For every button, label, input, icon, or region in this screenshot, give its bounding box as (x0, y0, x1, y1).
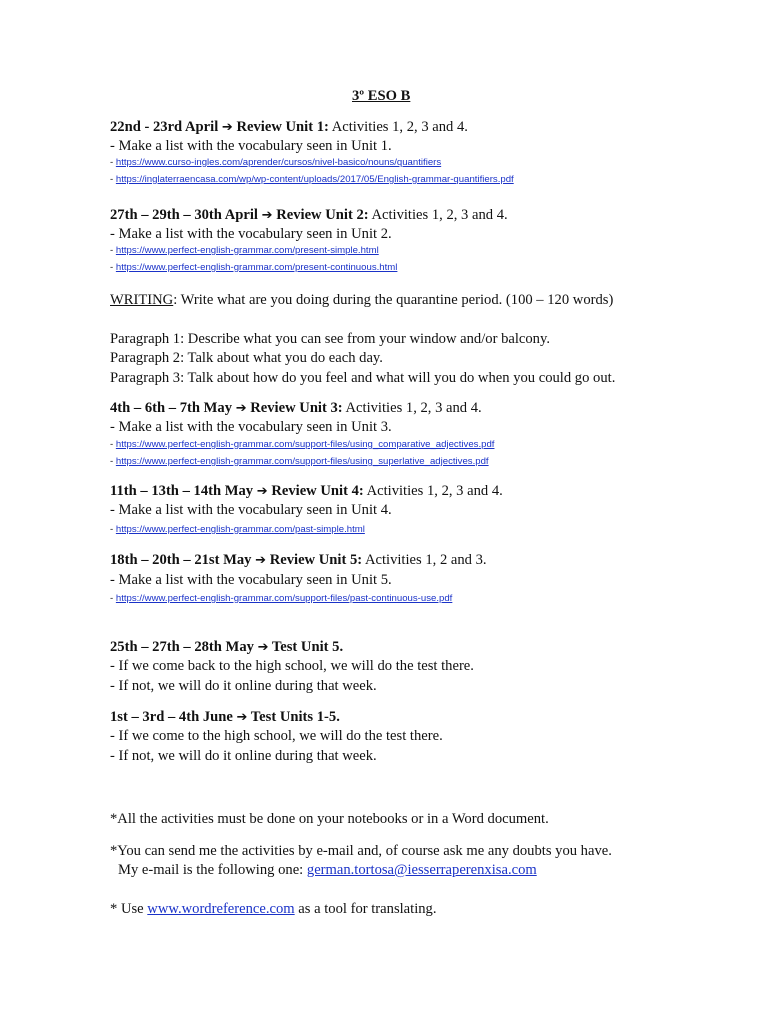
test15-line-2: - If not, we will do it online during that week. (110, 748, 377, 764)
unit3-dates: 4th – 6th – 7th May (110, 400, 233, 416)
note-translate-prefix: * Use (110, 901, 148, 917)
writing-text: : Write what are you doing during the quarantine period. (100 – 120 words) (173, 292, 614, 308)
unit5-heading (110, 551, 487, 570)
test15-line-1: - If we come to the high school, we will do the test there. (110, 728, 443, 744)
arrow-right-icon: ➔ (257, 640, 269, 655)
unit1-title: Review Unit 1: (232, 119, 329, 135)
writing-line (110, 291, 613, 309)
unit5-link-1[interactable]: https://www.perfect-english-grammar.com/support-files/past-continuous-use.pdf (115, 593, 453, 604)
unit1-dates: 22nd - 23rd April (110, 119, 219, 135)
unit5-activities: Activities 1, 2 and 3. (362, 552, 487, 568)
paragraph-2: Paragraph 2: Talk about what you do each day. (110, 350, 383, 366)
test5-heading (110, 638, 343, 657)
unit1-link-1-row: - https://www.curso-ingles.com/aprender/cursos/nivel-basico/nouns/quantifiers (110, 157, 442, 168)
unit3-link-2-row: - https://www.perfect-english-grammar.com/support-files/using_superlative_adjectives.pdf (110, 456, 489, 467)
test15-title: Test Units 1-5. (247, 709, 340, 725)
note-translate-line (110, 900, 437, 918)
note-translate-suffix: as a tool for translating. (294, 901, 437, 917)
arrow-right-icon: ➔ (235, 401, 247, 416)
note-email-line (118, 861, 537, 879)
arrow-right-icon: ➔ (261, 208, 273, 223)
paragraph-1: Paragraph 1: Describe what you can see from your window and/or balcony. (110, 331, 550, 347)
unit3-link-2[interactable]: https://www.perfect-english-grammar.com/support-files/using_superlative_adjectives.pdf (115, 456, 489, 467)
unit2-dates: 27th – 29th – 30th April (110, 207, 258, 223)
page-title: 3º ESO B (352, 88, 411, 104)
unit3-task: - Make a list with the vocabulary seen in Unit 3. (110, 419, 392, 435)
unit2-link-1[interactable]: https://www.perfect-english-grammar.com/present-simple.html (115, 245, 379, 256)
unit3-link-1-row: - https://www.perfect-english-grammar.com/support-files/using_comparative_adjectives.pdf (110, 439, 495, 450)
unit1-task: - Make a list with the vocabulary seen in Unit 1. (110, 138, 392, 154)
unit5-dates: 18th – 20th – 21st May (110, 552, 252, 568)
unit4-task: - Make a list with the vocabulary seen in Unit 4. (110, 502, 392, 518)
unit2-activities: Activities 1, 2, 3 and 4. (368, 207, 508, 223)
arrow-right-icon: ➔ (236, 710, 248, 725)
test15-dates: 1st – 3rd – 4th June (110, 709, 233, 725)
unit5-title: Review Unit 5: (266, 552, 363, 568)
unit1-link-1[interactable]: https://www.curso-ingles.com/aprender/cursos/nivel-basico/nouns/quantifiers (115, 157, 442, 168)
note-email-intro: *You can send me the activities by e-mail and, of course ask me any doubts you have. (110, 843, 612, 859)
unit3-title: Review Unit 3: (246, 400, 343, 416)
arrow-right-icon: ➔ (255, 553, 267, 568)
unit2-heading (110, 206, 508, 225)
unit2-link-2[interactable]: https://www.perfect-english-grammar.com/present-continuous.html (115, 262, 398, 273)
unit2-title: Review Unit 2: (272, 207, 369, 223)
test5-line-2: - If not, we will do it online during that week. (110, 678, 377, 694)
unit4-heading (110, 482, 503, 501)
writing-label: WRITING (110, 292, 174, 308)
wordreference-link[interactable]: www.wordreference.com (147, 901, 295, 917)
unit4-title: Review Unit 4: (267, 483, 364, 499)
unit1-link-2[interactable]: https://inglaterraencasa.com/wp/wp-content/uploads/2017/05/English-grammar-quantifiers.pdf (115, 174, 514, 185)
test5-line-1: - If we come back to the high school, we will do the test there. (110, 658, 474, 674)
unit3-link-1[interactable]: https://www.perfect-english-grammar.com/support-files/using_comparative_adjectives.pdf (115, 439, 495, 450)
unit4-link-1-row: - https://www.perfect-english-grammar.com/past-simple.html (110, 524, 365, 535)
paragraph-3: Paragraph 3: Talk about how do you feel and what will you do when you could go out. (110, 370, 616, 386)
unit4-dates: 11th – 13th – 14th May (110, 483, 254, 499)
unit2-link-2-row: - https://www.perfect-english-grammar.com/present-continuous.html (110, 262, 398, 273)
unit4-link-1[interactable]: https://www.perfect-english-grammar.com/past-simple.html (115, 524, 365, 535)
unit2-link-1-row: - https://www.perfect-english-grammar.com/present-simple.html (110, 245, 379, 256)
unit1-link-2-row: - https://inglaterraencasa.com/wp/wp-content/uploads/2017/05/English-grammar-quantifiers.pdf (110, 174, 514, 185)
unit3-heading (110, 399, 482, 418)
unit1-activities: Activities 1, 2, 3 and 4. (328, 119, 468, 135)
unit3-activities: Activities 1, 2, 3 and 4. (342, 400, 482, 416)
unit1-heading (110, 118, 468, 137)
test5-title: Test Unit 5. (268, 639, 344, 655)
test15-heading (110, 708, 340, 727)
unit2-task: - Make a list with the vocabulary seen in Unit 2. (110, 226, 392, 242)
note-activities: *All the activities must be done on your notebooks or in a Word document. (110, 811, 549, 827)
arrow-right-icon: ➔ (256, 484, 268, 499)
test5-dates: 25th – 27th – 28th May (110, 639, 254, 655)
unit5-link-1-row: - https://www.perfect-english-grammar.com/support-files/past-continuous-use.pdf (110, 593, 453, 604)
arrow-right-icon: ➔ (221, 120, 233, 135)
unit4-activities: Activities 1, 2, 3 and 4. (363, 483, 503, 499)
note-email-prefix: My e-mail is the following one: (118, 862, 307, 878)
unit5-task: - Make a list with the vocabulary seen in Unit 5. (110, 572, 392, 588)
email-link[interactable]: german.tortosa@iesserraperenxisa.com (306, 862, 537, 878)
